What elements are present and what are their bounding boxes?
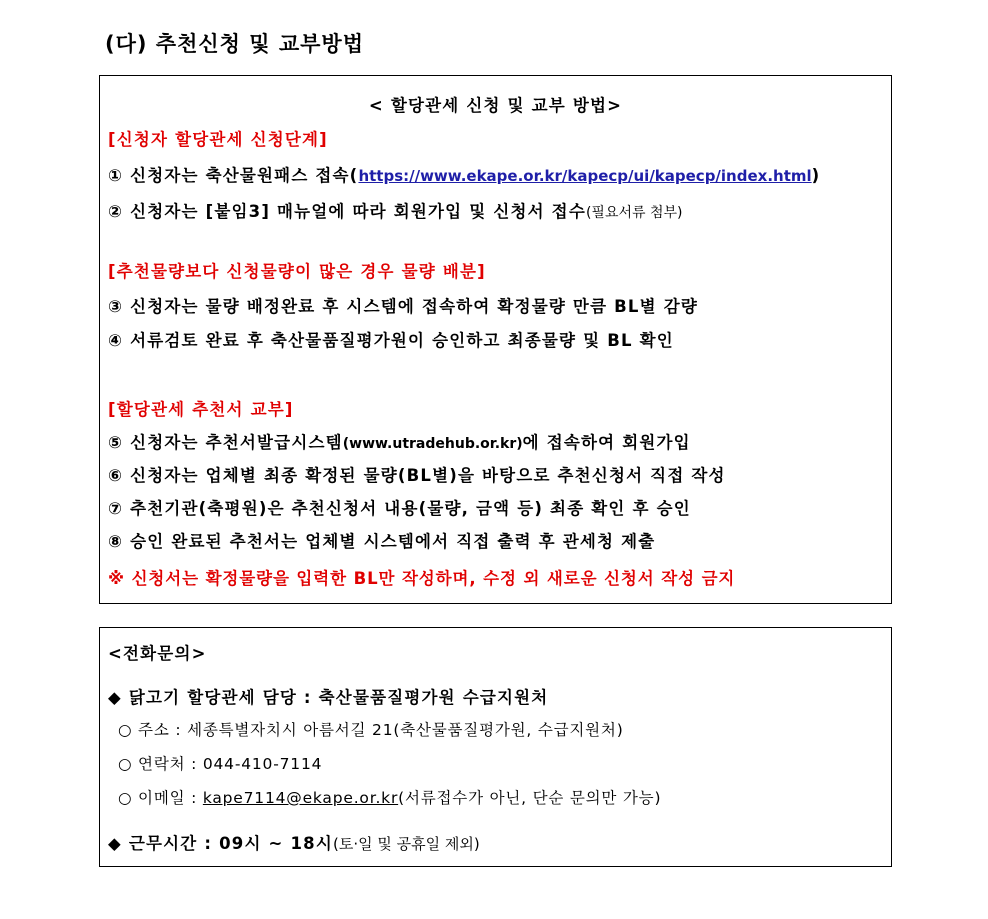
step-5: [108, 429, 691, 453]
step-note: (필요서류 첨부): [585, 205, 683, 221]
step-number: ⑦: [108, 499, 124, 518]
contact-header: ◆ 닭고기 할당관세 담당 : 축산물품질평가원 수급지원처: [108, 688, 549, 707]
step-number: ⑧: [108, 532, 124, 551]
step-number: ⑥: [108, 466, 124, 485]
email-line: [118, 786, 661, 808]
step-text: 신청자는 추천서발급시스템: [130, 433, 343, 452]
hours-note: (토·일 및 공휴일 제외): [333, 835, 480, 853]
step-text-close: ): [811, 166, 821, 185]
step-text-end: 에 접속하여 회원가입: [522, 433, 691, 452]
phone-value: 044-410-7114: [202, 755, 323, 773]
section-heading: (다) 추천신청 및 교부방법: [105, 32, 364, 56]
contact-title: <전화문의>: [108, 644, 207, 663]
step-6: [108, 462, 726, 486]
step-number: ③: [108, 297, 124, 316]
hours-line: [108, 830, 480, 854]
address-value: 세종특별자치시 아름서길 21(축산물품질평가원, 수급지원처): [187, 721, 624, 739]
step-2: [108, 198, 683, 222]
step-text: 추천기관(축평원)은 추천신청서 내용(물량, 금액 등) 최종 확인 후 승인: [130, 499, 691, 518]
section-header-issuance: [할당관세 추천서 교부]: [108, 400, 294, 419]
box-title: < 할당관세 신청 및 교부 방법>: [368, 96, 623, 115]
step-7: [108, 495, 691, 519]
step-3: [108, 293, 698, 317]
step-text: 신청자는 물량 배정완료 후 시스템에 접속하여 확정물량 만큼 BL별 감량: [130, 297, 699, 316]
warning-note: ※ 신청서는 확정물량을 입력한 BL만 작성하며, 수정 외 새로운 신청서 작성 금지: [108, 569, 736, 588]
ekape-link[interactable]: https://www.ekape.or.kr/kapecp/ui/kapecp/index.html: [358, 167, 812, 185]
section-header-application: [신청자 할당관세 신청단계]: [108, 130, 328, 149]
email-link[interactable]: kape7114@ekape.or.kr: [202, 789, 399, 807]
step-text: 신청자는 업체별 최종 확정된 물량(BL별)을 바탕으로 추천신청서 직접 작성: [130, 466, 726, 485]
step-text: 신청자는 축산물원패스 접속(: [130, 166, 359, 185]
contact-box: [99, 627, 892, 867]
step-number: ④: [108, 331, 124, 350]
address-line: [118, 718, 624, 740]
step-1: [108, 162, 820, 186]
step-number: ①: [108, 166, 124, 185]
phone-label: ○ 연락처 :: [118, 755, 203, 773]
section-header-allocation: [추천물량보다 신청물량이 많은 경우 물량 배분]: [108, 262, 486, 281]
step-4: [108, 327, 674, 351]
utradehub-url: (www.utradehub.or.kr): [342, 436, 523, 452]
hours-label: ◆ 근무시간 :: [108, 834, 220, 853]
step-number: ⑤: [108, 433, 124, 452]
email-note: (서류접수가 아닌, 단순 문의만 가능): [398, 789, 662, 807]
address-label: ○ 주소 :: [118, 721, 188, 739]
hours-value: 09시 ~ 18시: [219, 834, 333, 853]
step-text: 승인 완료된 추천서는 업체별 시스템에서 직접 출력 후 관세청 제출: [130, 532, 656, 551]
step-text: 신청자는 [붙임3] 매뉴얼에 따라 회원가입 및 신청서 접수: [130, 202, 586, 221]
step-number: ②: [108, 202, 124, 221]
phone-line: [118, 752, 322, 774]
email-label: ○ 이메일 :: [118, 789, 203, 807]
application-method-box: [99, 75, 892, 604]
step-8: [108, 528, 655, 552]
step-text: 서류검토 완료 후 축산물품질평가원이 승인하고 최종물량 및 BL 확인: [130, 331, 674, 350]
